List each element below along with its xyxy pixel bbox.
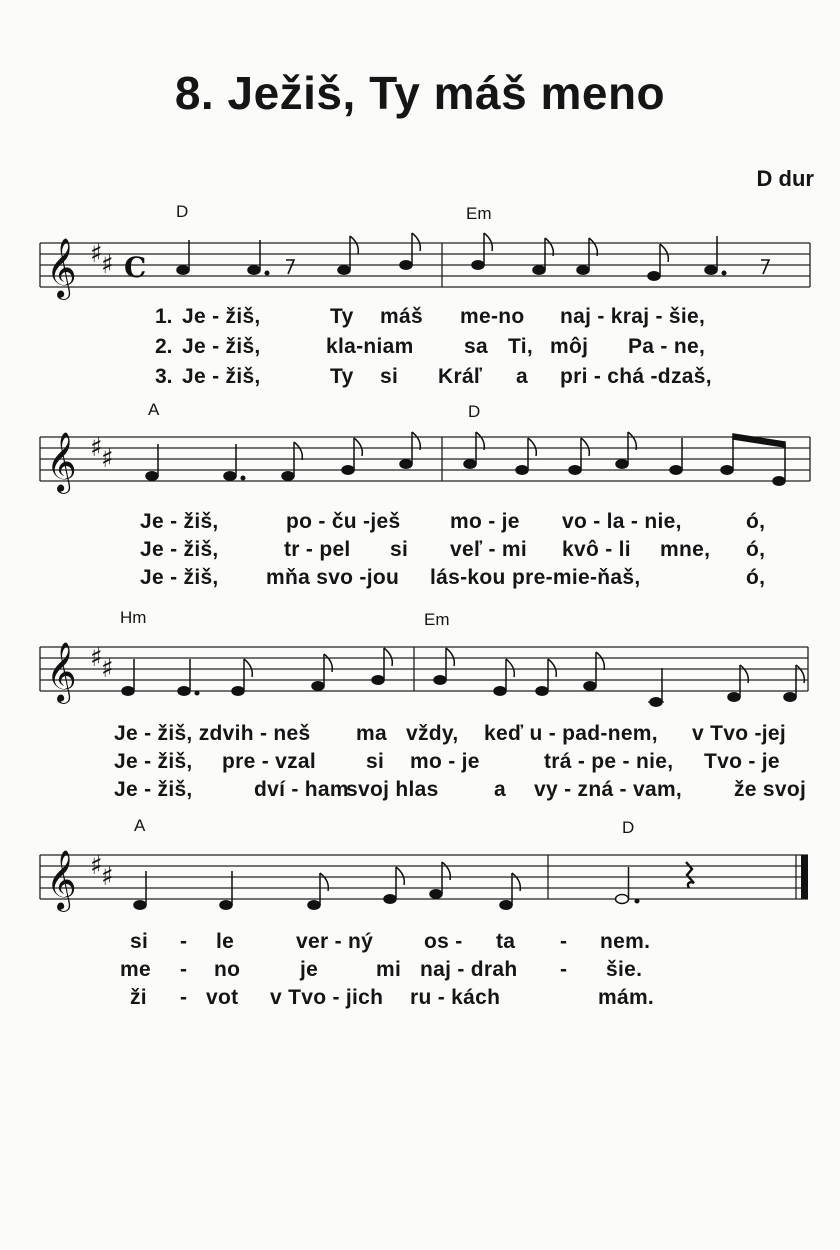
lyric-syllable: me-no [460, 305, 525, 328]
lyric-syllable: lás-kou [430, 566, 506, 589]
lyric-syllable: je [300, 958, 319, 981]
lyric-syllable: Je - žiš, [114, 778, 193, 801]
lyric-syllable: ru - kách [410, 986, 501, 1009]
lyric-syllable: v Tvo -jej [692, 722, 787, 745]
verse-number: 2. [155, 335, 173, 358]
lyric-syllable: Je - žiš, [182, 335, 261, 358]
chord-symbol: A [134, 816, 146, 835]
lyric-syllable: po - ču -ješ [286, 510, 401, 533]
lyric-syllable: Je - žiš, [140, 566, 219, 589]
lyric-syllable: naj - kraj - šie, [560, 305, 706, 328]
lyric-syllable: os - [424, 930, 463, 953]
treble-clef-icon: 𝄞 [46, 432, 77, 492]
chord-symbol: Em [424, 610, 450, 629]
chord-symbol: A [148, 400, 160, 419]
lyric-syllable: trá - pe - nie, [544, 750, 674, 773]
lyric-syllable: vo - la - nie, [562, 510, 682, 533]
lyric-syllable: Je - žiš, [140, 510, 219, 533]
lyric-syllable: le [216, 930, 235, 953]
lyric-syllable: - [180, 930, 188, 953]
lyric-syllable: me [120, 958, 151, 981]
sharp-icon: ♯ [90, 643, 103, 673]
treble-clef-icon: 𝄞 [46, 642, 77, 702]
lyric-syllable: si [380, 365, 399, 388]
lyric-syllable: Je - žiš, [182, 305, 261, 328]
lyric-syllable: pre-mie-ňaš, [512, 566, 641, 589]
lyric-syllable: ó, [746, 566, 766, 589]
lyric-syllable: Je - žiš, [140, 538, 219, 561]
sharp-icon: ♯ [90, 851, 103, 881]
lyric-syllable: ver - ný [296, 930, 374, 953]
lyric-syllable: si [390, 538, 409, 561]
music-staff [0, 626, 840, 736]
lyric-syllable: veľ - mi [450, 538, 528, 561]
lyric-syllable: naj - drah [420, 958, 518, 981]
chord-symbol: D [622, 818, 635, 837]
lyric-syllable: ži [130, 986, 147, 1009]
lyric-syllable: Tvo - je [704, 750, 780, 773]
chord-symbol: Hm [120, 608, 147, 627]
lyric-syllable: - [560, 958, 568, 981]
chord-symbol: D [468, 402, 481, 421]
lyric-syllable: nem. [600, 930, 651, 953]
lyric-syllable: mi [376, 958, 402, 981]
lyric-syllable: kvô - li [562, 538, 631, 561]
lyric-syllable: pri - chá -dzaš, [560, 365, 712, 388]
sharp-icon: ♯ [90, 239, 103, 269]
lyric-syllable: kla-niam [326, 335, 414, 358]
lyric-syllable: dví - ham [254, 778, 349, 801]
lyric-syllable: vždy, [406, 722, 459, 745]
lyric-syllable: ó, [746, 510, 766, 533]
lyric-syllable: mo - je [450, 510, 520, 533]
lyric-syllable: keď u - pad-nem, [484, 722, 658, 745]
sharp-icon: ♯ [90, 433, 103, 463]
lyric-syllable: Ti, [508, 335, 534, 358]
lyric-syllable: šie. [606, 958, 643, 981]
lyric-syllable: Kráľ [438, 365, 483, 388]
sharp-icon: ♯ [101, 444, 114, 474]
music-staff [0, 416, 840, 526]
lyric-syllable: - [180, 958, 188, 981]
common-time-icon: C [124, 251, 147, 284]
treble-clef-icon: 𝄞 [46, 238, 77, 298]
lyric-syllable: a [494, 778, 506, 801]
lyric-syllable: vy - zná - vam, [534, 778, 683, 801]
lyric-syllable: ta [496, 930, 516, 953]
lyric-syllable: mám. [598, 986, 655, 1009]
lyric-syllable: mo - je [410, 750, 480, 773]
lyric-syllable: Je - žiš, zdvih - neš [114, 722, 311, 745]
lyric-syllable: - [560, 930, 568, 953]
lyric-syllable: no [214, 958, 241, 981]
lyric-syllable: Je - žiš, [114, 750, 193, 773]
lyric-syllable: pre - vzal [222, 750, 317, 773]
treble-clef-icon: 𝄞 [46, 850, 77, 910]
lyric-syllable: ma [356, 722, 387, 745]
verse-number: 3. [155, 365, 173, 388]
final-barline-icon [801, 855, 808, 899]
lyric-syllable: sa [464, 335, 488, 358]
lyric-syllable: vot [206, 986, 239, 1009]
song-title: 8. Ježiš, Ty máš meno [174, 67, 666, 119]
lyric-syllable: že svoj [734, 778, 807, 801]
lyric-syllable: mňa svo -jou [266, 566, 400, 589]
lyric-syllable: Pa - ne, [628, 335, 706, 358]
chord-symbol: D [176, 202, 189, 221]
music-staff [0, 834, 840, 944]
lyric-syllable: máš [380, 305, 423, 328]
lyric-syllable: Ty [330, 365, 354, 388]
key-signature-label: D dur [756, 166, 814, 191]
lyric-syllable: môj [550, 335, 589, 358]
sharp-icon: ♯ [101, 250, 114, 280]
chord-symbol: Em [466, 204, 492, 223]
lyric-syllable: si [366, 750, 385, 773]
sharp-icon: ♯ [101, 654, 114, 684]
verse-number: 1. [155, 305, 173, 328]
sharp-icon: ♯ [101, 862, 114, 892]
lyric-syllable: Ty [330, 305, 354, 328]
lyric-syllable: mne, [660, 538, 711, 561]
lyric-syllable: si [130, 930, 149, 953]
lyric-syllable: tr - pel [284, 538, 351, 561]
lyric-syllable: v Tvo - jich [270, 986, 384, 1009]
lyric-syllable: Je - žiš, [182, 365, 261, 388]
lyric-syllable: ó, [746, 538, 766, 561]
lyric-syllable: - [180, 986, 188, 1009]
lyric-syllable: a [516, 365, 528, 388]
lyric-syllable: svoj hlas [346, 778, 439, 801]
